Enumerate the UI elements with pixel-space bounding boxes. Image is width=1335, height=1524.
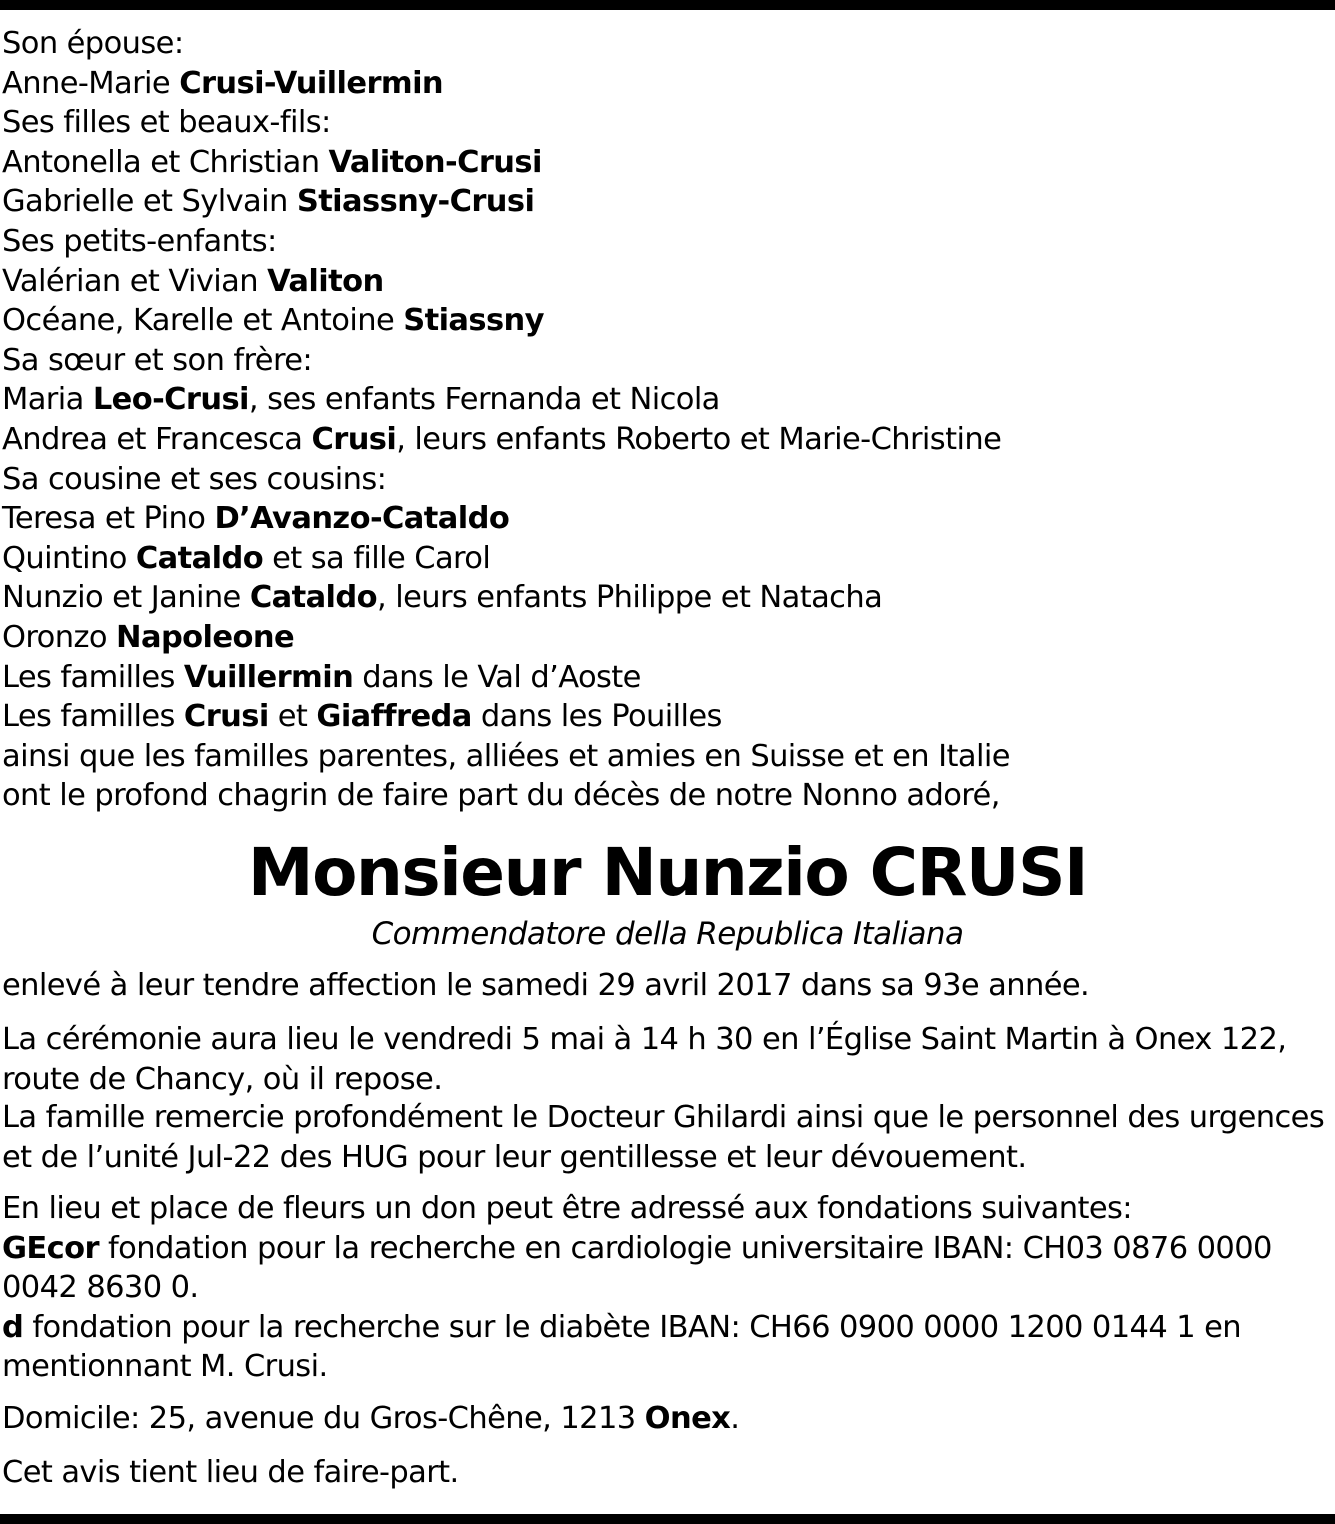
gecor-line: GEcor fondation pour la recherche en cardiologie universitaire IBAN: CH03 0876 0000 [2,1230,1272,1266]
donations-intro: En lieu et place de fleurs un don peut être adressé aux fondations suivantes: [2,1191,1132,1226]
diabete-line: d fondation pour la recherche sur le diabète IBAN: CH66 0900 0000 1200 0144 1 en [2,1309,1242,1345]
domicile-text: Domicile: 25, avenue du Gros-Chêne, 1213 Onex. [2,1401,740,1436]
deceased-name: Monsieur Nunzio CRUSI [247,834,1088,911]
donations-block [2,1189,1333,1387]
family-line: Océane, Karelle et Antoine Stiassny [2,303,544,339]
family-line: Antonella et Christian Valiton-Crusi [2,144,542,180]
family-line: Teresa et Pino D’Avanzo-Cataldo [2,501,510,537]
family-line: Quintino Cataldo et sa fille Carol [2,540,491,576]
family-line: Maria Leo-Crusi, ses enfants Fernanda et Nicola [2,382,720,418]
family-line: Les familles Vuillermin dans le Val d’Aoste [2,659,641,695]
family-line: Sa cousine et ses cousins: [2,461,387,497]
family-line: ont le profond chagrin de faire part du décès de notre Nonno adoré, [2,778,1000,814]
family-line: Nunzio et Janine Cataldo, leurs enfants Philippe et Natacha [2,580,883,616]
family-list [2,24,1332,816]
passing-text: enlevé à leur tendre affection le samedi 29 avril 2017 dans sa 93e année. [2,968,1090,1003]
deceased-title: Commendatore della Republica Italiana [371,916,964,952]
family-line: Gabrielle et Sylvain Stiassny-Crusi [2,184,535,220]
family-line: Andrea et Francesca Crusi, leurs enfants Roberto et Marie-Christine [2,421,1002,457]
family-line: Ses petits-enfants: [2,223,277,259]
family-line: Anne-Marie Crusi-Vuillermin [2,65,444,101]
top-rule [0,0,1335,10]
family-line: Ses filles et beaux-fils: [2,105,331,141]
family-line: Oronzo Napoleone [2,619,295,655]
family-line: Sa sœur et son frère: [2,342,313,378]
gecor-iban-cont: 0042 8630 0. [2,1270,199,1306]
ceremony-text: La cérémonie aura lieu le vendredi 5 mai à 14 h 30 en l’Église Saint Martin à Onex 122, route de Chancy, où il repose. [2,1022,1287,1097]
thanks-text: La famille remercie profondément le Docteur Ghilardi ainsi que le personnel des urgences et de l’unité Jul-22 des HUG pour leur gentillesse et leur dévouement. [2,1100,1325,1175]
notice-text: Cet avis tient lieu de faire-part. [2,1455,459,1490]
family-line: Les familles Crusi et Giaffreda dans les Pouilles [2,699,722,735]
diabete-cont: mentionnant M. Crusi. [2,1349,328,1385]
family-line: ainsi que les familles parentes, alliées et amies en Suisse et en Italie [2,738,1010,774]
family-line: Valérian et Vivian Valiton [2,263,384,299]
bottom-rule [0,1514,1335,1524]
family-line: Son épouse: [2,26,184,61]
